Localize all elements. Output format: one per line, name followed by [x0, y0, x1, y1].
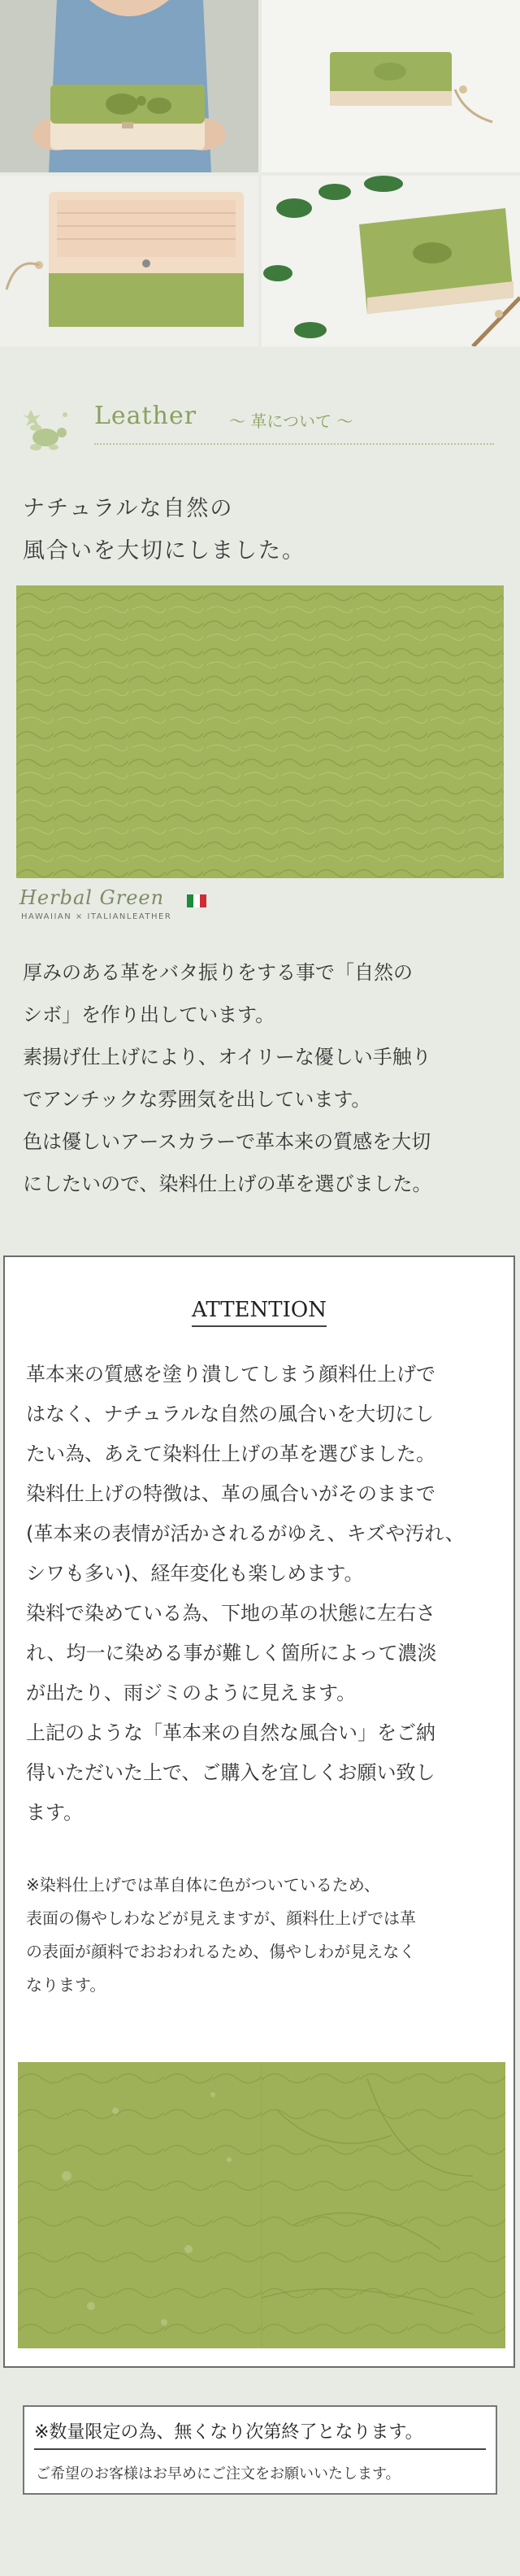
photo-wallet-front [262, 0, 520, 172]
leather-header-divider [94, 443, 494, 445]
attention-line: 染料で染めている為、下地の革の状態に左右さ [26, 1602, 436, 1625]
leather-intro-text [23, 488, 502, 572]
intro-line: 風合いを大切にしました。 [23, 538, 306, 564]
description-line: 素揚げ仕上げにより、オイリーな優しい手触り [23, 1046, 431, 1068]
attention-line: 上記のような「革本来の自然な風合い」をご納 [26, 1721, 436, 1744]
description-line: にしたいので、染料仕上げの革を選びました。 [23, 1173, 432, 1195]
notice-sub-text: ご希望のお客様はお早めにご注文をお願いいたします。 [36, 2465, 401, 2482]
attention-line: たい為、あえて染料仕上げの革を選びました。 [26, 1442, 436, 1465]
note-line: ※染料仕上げでは革自体に色がついているため、 [26, 1875, 380, 1895]
leather-section-subtitle: 〜 革について 〜 [229, 411, 353, 431]
note-line: の表面が顔料でおおわれるため、傷やしわが見えなく [26, 1942, 416, 1961]
leather-section-title: Leather [94, 402, 197, 430]
herbal-green-label: Herbal Green [20, 886, 165, 909]
attention-line: はなく、ナチュラルな自然の風合いを大切にし [26, 1403, 435, 1425]
leather-description [23, 951, 502, 1205]
photo-wallet-leaves [262, 176, 520, 346]
description-line: でアンチックな雰囲気を出しています。 [23, 1088, 371, 1111]
product-photo-grid [0, 0, 520, 346]
description-line: 色は優しいアースカラーで革本来の質感を大切 [23, 1130, 431, 1153]
attention-line: 得いただいた上で、ご購入を宜しくお願い致し [26, 1761, 436, 1784]
attention-body [26, 1355, 505, 1833]
attention-note [26, 1869, 505, 2002]
attention-line: ます。 [26, 1801, 84, 1824]
intro-line: ナチュラルな自然の [23, 496, 234, 521]
attention-line: シワも多い)、経年変化も楽しめます。 [26, 1562, 364, 1585]
dye-finish-comparison-image [18, 2062, 505, 2348]
herbal-green-subtitle: HAWAIIAN × ITALIANLEATHER [21, 912, 172, 921]
attention-line: れ、均一に染める事が難しく箇所によって濃淡 [26, 1642, 437, 1664]
leather-swatch-image [16, 585, 504, 878]
description-line: シボ」を作り出しています。 [23, 1003, 275, 1026]
attention-box [3, 1255, 515, 2368]
note-line: 表面の傷やしわなどが見えますが、顔料仕上げでは革 [26, 1908, 416, 1928]
attention-line: (革本来の表情が活かされるがゆえ、キズや汚れ、 [26, 1522, 465, 1545]
attention-line: 革本来の質感を塗り潰してしまう顔料仕上げで [26, 1363, 436, 1386]
attention-line: 染料仕上げの特徴は、革の風合いがそのままで [26, 1482, 436, 1505]
attention-title [5, 1298, 514, 1322]
limited-quantity-notice [23, 2405, 497, 2495]
turtle-logo-icon [16, 405, 73, 462]
description-line: 厚みのある革をバタ振りをする事で「自然の [23, 961, 413, 984]
photo-wallet-held [0, 0, 258, 172]
note-line: なります。 [26, 1975, 106, 1995]
photo-wallet-open [0, 176, 258, 346]
notice-main-text: ※数量限定の為、無くなり次第終了となります。 [34, 2418, 486, 2450]
attention-title-text: ATTENTION [192, 1298, 327, 1327]
attention-line: が出たり、雨ジミのように見えます。 [26, 1682, 357, 1704]
italy-flag-icon [187, 894, 206, 907]
